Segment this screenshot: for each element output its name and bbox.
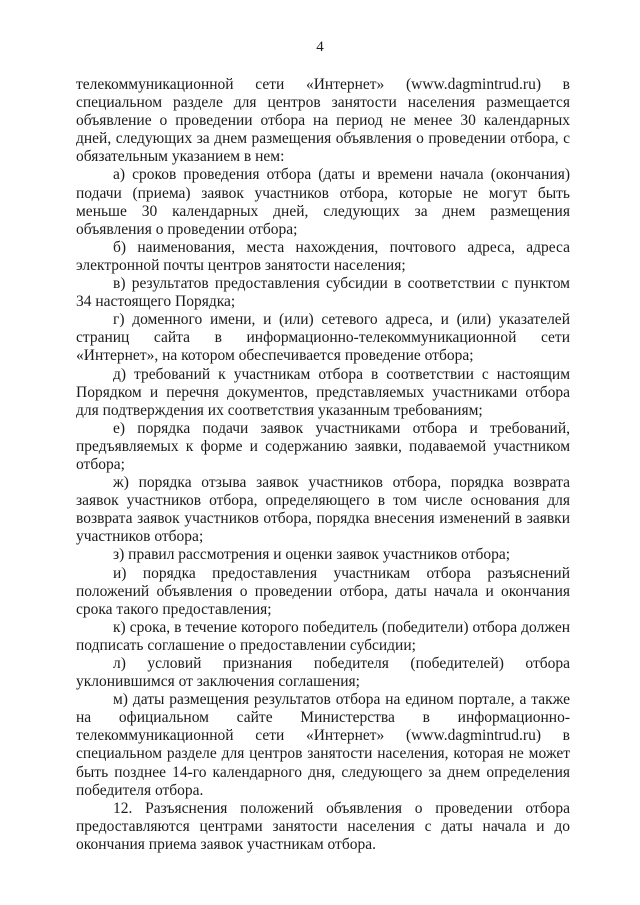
paragraph-item-i: и) порядка предоставления участникам отбора разъяснений положений объявления о проведении отбора, даты начала и окончания срока такого предоставления; xyxy=(76,564,570,618)
page-number: 4 xyxy=(316,39,324,55)
document-body xyxy=(76,76,570,854)
paragraph-item-g: г) доменного имени, и (или) сетевого адреса, и (или) указателей страниц сайта в информационно-телекоммуникационной сети «Интернет», на котором обеспечивается проведение отбора; xyxy=(76,311,570,365)
paragraph-continuation: телекоммуникационной сети «Интернет» (www.dagmintrud.ru) в специальном разделе для центров занятости населения размещается объявление о проведении отбора на период не менее 30 календарных дней, следующих за днем размещения объявления о проведении отбора, с обязательным указанием в нем: xyxy=(76,76,570,166)
paragraph-item-b: б) наименования, места нахождения, почтового адреса, адреса электронной почты центров занятости населения; xyxy=(76,238,570,274)
paragraph-item-v: в) результатов предоставления субсидии в соответствии с пунктом 34 настоящего Порядка; xyxy=(76,275,570,311)
paragraph-item-d: д) требований к участникам отбора в соответствии с настоящим Порядком и перечня документов, представляемых участниками отбора для подтверждения их соответствия указанным требованиям; xyxy=(76,365,570,419)
paragraph-section-12: 12. Разъяснения положений объявления о проведении отбора предоставляются центрами занятости населения с даты начала и до окончания приема заявок участникам отбора. xyxy=(76,799,570,853)
paragraph-item-z: з) правил рассмотрения и оценки заявок участников отбора; xyxy=(113,546,511,564)
paragraph-item-e: е) порядка подачи заявок участниками отбора и требований, предъявляемых к форме и содержанию заявки, подаваемой участником отбора; xyxy=(76,419,570,473)
paragraph-item-k: к) срока, в течение которого победитель (победители) отбора должен подписать соглашение о предоставлении субсидии; xyxy=(76,618,570,654)
paragraph-item-a: а) сроков проведения отбора (даты и времени начала (окончания) подачи (приема) заявок участников отбора, которые не могут быть меньше 30 календарных дней, следующих за днем размещения объявления о проведении отбора; xyxy=(76,166,570,238)
paragraph-item-zh: ж) порядка отзыва заявок участников отбора, порядка возврата заявок участников отбора, определяющего в том числе основания для возврата заявок участников отбора, порядка внесения изменений в заявки участников отбора; xyxy=(76,474,570,546)
paragraph-item-m: м) даты размещения результатов отбора на едином портале, а также на официальном сайте Министерства в информационно-телекоммуникационной сети «Интернет» (www.dagmintrud.ru) в специальном разделе для центров занятости населения, которая не может быть позднее 14-го календарного дня, следующего за днем определения победителя отбора. xyxy=(76,691,570,799)
paragraph-item-l: л) условий признания победителя (победителей) отбора уклонившимся от заключения соглашения; xyxy=(76,655,570,691)
